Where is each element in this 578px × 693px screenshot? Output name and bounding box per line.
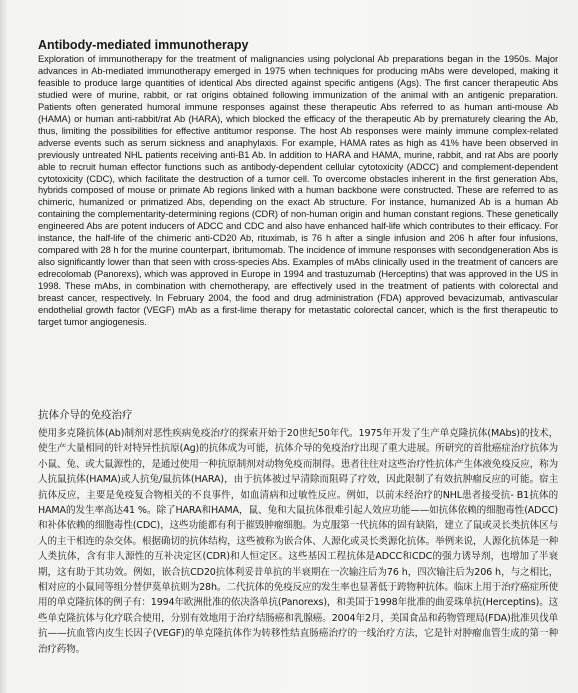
- chinese-section: [38, 408, 558, 657]
- chinese-heading: 抗体介导的免疫治疗: [38, 409, 133, 421]
- english-paragraph: Exploration of immunotherapy for the treatment of malignancies using polyclonal Ab preparations began in the 1950s. Major advances in Ab-mediated immunotherapy emerged in 1975 when techniques for producing mAbs were developed, making it feasible to produce large quantities of identical Abs directed against specific antigens (Ags). The first cancer therapeutic Abs studied were of murine, rabbit, or rat origins obtained following immunization of the animal with an antigenic preparation. Patients often generated humoral immune responses against these therapeutic Abs referred to as human anti-mouse Ab (HAMA) or human anti-rabbit/rat Ab (HARA), which blocked the efficacy of the therapeutic Ab by prematurely clearing the Ab, thus, limiting the possibilities for effective antitumor response. The host Ab responses were mainly immune complex-related adverse events such as serum sickness and anaphylaxis. For example, HAMA rates as high as 41% have been observed in previously untreated NHL patients receiving anti-B1 Ab. In addition to HARA and HAMA, murine, rabbit, and rat Abs are poorly able to recruit human effector functions such as antibody-dependent cellular cytotoxicity (ADCC) and complement-dependent cytotoxicity (CDC), which facilitate the destruction of a tumor cell. To overcome obstacles inherent in the first generation Abs, hybrids composed of mouse or primate Ab regions linked with a human backbone were constructed. These are referred to as chimeric, humanized or primatized Abs, depending on the exact Ab structure. For instance, humanized Ab is a human Ab containing the complementarity-determining regions (CDR) of non-human origin and human constant regions. These genetically engineered Abs are potent inducers of ADCC and CDC and also have enhanced half-life which contributes to their efficacy. For instance, the half-life of the chimeric anti-CD20 Ab, rituximab, is 76 h after a single infusion and 206 h after four infusions, compared with 28 h for the murine counterpart, ibritumomab. The incidence of immune responses with secondgeneration Abs is also significantly lower than that seen with cross-species Abs. Examples of mAbs clinically used in the treatment of cancers are edrecolomab (Panorexs), which was approved in Europe in 1994 and trastuzumab (Herceptins) that was approved in the US in 1998. These mAbs, in combination with chemotherapy, are effectively used in the treatment of patients with colorectal and breast cancer, respectively. In February 2004, the food and drug administration (FDA) approved bevacizumab, antivascular endothelial growth factor (VEGF) mAb as a first-lime therapy for metastatic colorectal cancer, which is the first therapeutic to target tumor angiogenesis.: [38, 54, 558, 327]
- english-section: [38, 38, 558, 329]
- english-heading: Antibody-mediated immunotherapy: [38, 38, 249, 52]
- chinese-paragraph: 使用多克隆抗体(Ab)制剂对恶性疾病免疫治疗的探索开始于20世纪50年代。1975年开发了生产单克隆抗体(MAbs)的技术，使生产大量相同的针对特异性抗原(Ag)的抗体成为可能，抗体介导的免疫治疗出现了重大进展。所研究的首批癌症治疗抗体为小鼠、兔、或大鼠源性的，是通过使用一种抗原制剂对动物免疫而制得。患者往往对这些治疗性抗体产生体液免疫反应，称为人抗鼠抗体(HAMA)或人抗兔/鼠抗体(HARA)，由于抗体被过早清除而阻碍了疗效，因此限制了有效抗肿瘤反应的可能。宿主抗体反应，主要是免疫复合物相关的不良事件，如血清病和过敏性反应。例如，以前未经治疗的NHL患者接受抗- B1抗体的HAMA的发生率高达41 %。除了HARA和HAMA，鼠、兔和大鼠抗体很难引起人效应功能——如抗体依赖的细胞毒性(ADCC)和补体依赖的细胞毒性(CDC)，这些功能都有利于摧毁肿瘤细胞。为克服第一代抗体的固有缺陷，建立了鼠或灵长类抗体区与人的主干相连的杂交体。根据确切的抗体结构，这些被称为嵌合体、人源化或灵长类源化抗体。举例来说，人源化抗体是一种人类抗体，含有非人源性的互补决定区(CDR)和人恒定区。这些基因工程抗体是ADCC和CDC的强力诱导剂，也增加了半衰期，这有助于其功效。例如，嵌合抗CD20抗体利妥昔单抗的半衰期在一次输注后为76 h，四次输注后为206 h，与之相比，相对应的小鼠同等组分替伊莫单抗则为28h。二代抗体的免疫反应的发生率也显著低于跨物种抗体。临床上用于治疗癌症所使用的单克隆抗体的例子有：1994年欧洲批准的依决洛单抗(Panorexs)，和美国于1998年批准的曲妥珠单抗(Herceptins)。这些单克隆抗体与化疗联合使用，分别有效地用于治疗结肠癌和乳腺癌。2004年2月，美国食品和药物管理局(FDA)批准贝伐单抗——抗血管内皮生长因子(VEGF)的单克隆抗体作为转移性结直肠癌治疗的一线治疗方法，它是针对肿瘤血管生成的第一种治疗药物。: [38, 428, 558, 655]
